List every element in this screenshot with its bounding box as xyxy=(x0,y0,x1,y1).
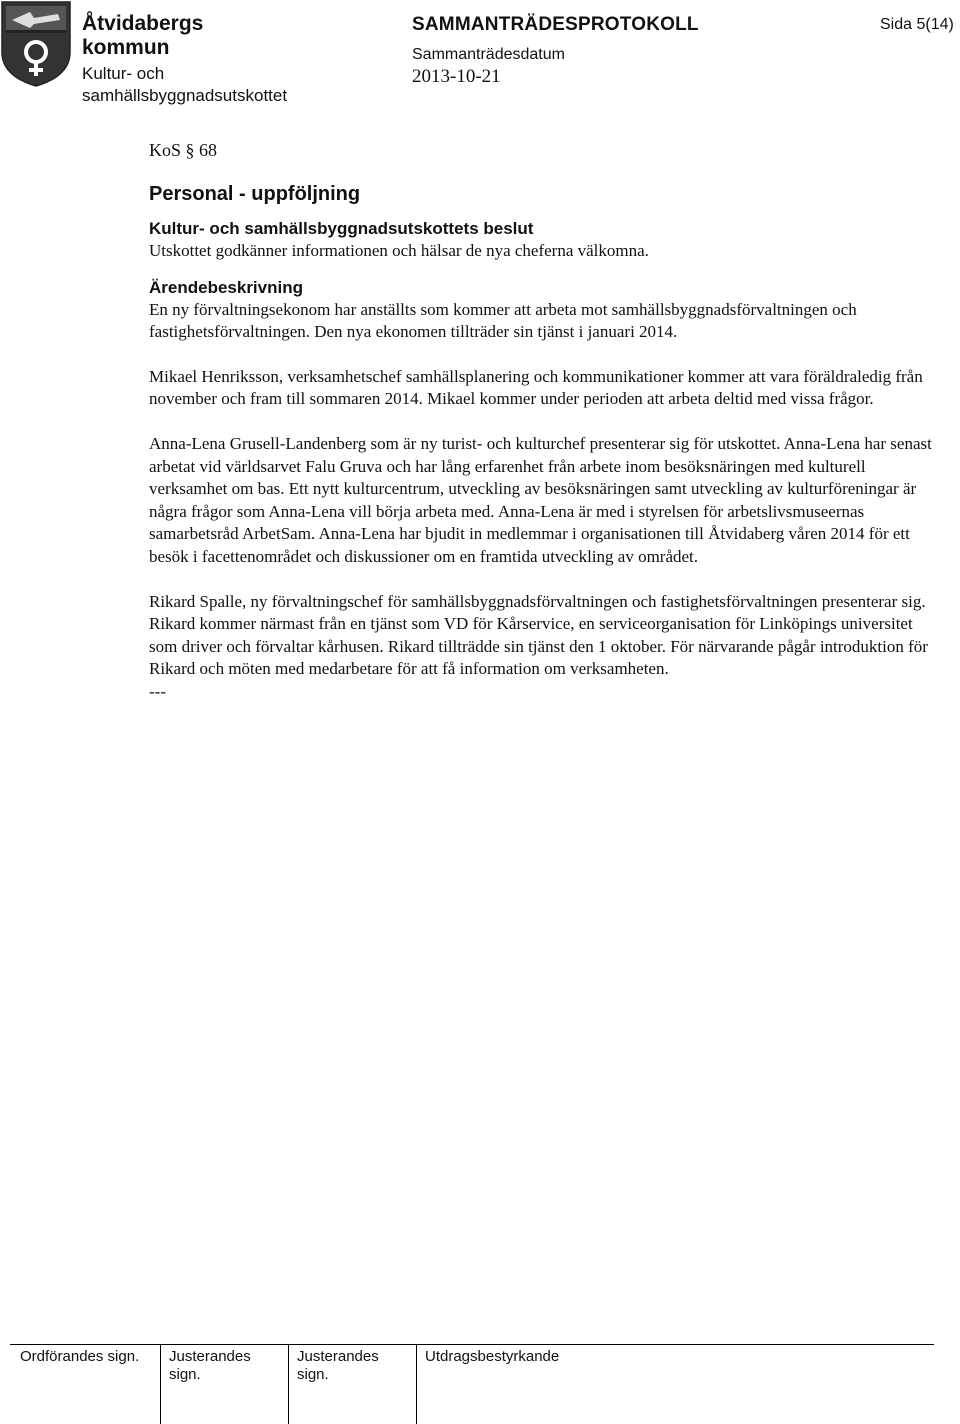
adjuster-signature-label-2: Justerandes xyxy=(297,1348,379,1365)
decision-text: Utskottet godkänner informationen och hälsar de nya cheferna välkomna. xyxy=(149,241,649,260)
meeting-date: 2013-10-21 xyxy=(412,66,501,87)
committee-name xyxy=(82,63,287,107)
description-paragraph: En ny förvaltningsekonom har anställts som kommer att arbeta mot samhällsbyggnadsförvaltningen och fastighetsförvaltningen. Den nya ekonomen tillträder sin tjänst i januari 2014. xyxy=(149,299,857,342)
municipality-name-line2: kommun xyxy=(82,36,170,59)
adjuster-signature-box-2 xyxy=(288,1345,416,1424)
municipality-name xyxy=(82,12,203,60)
committee-name-line1: Kultur- och xyxy=(82,64,165,83)
description-paragraph: Anna-Lena Grusell-Landenberg som är ny turist- och kulturchef presenterar sig för utskottet. Anna-Lena har senast arbetat vid världsarvet Falu Gruva och har lång erfarenhet från arbete inom besöksnäringen med kulturell verksamhet om bas. Ett nytt kulturcentrum, utveckling av besöksnäringen samt utveckling av kulturföreningar är några frågor som Anna-Lena vill börja arbeta med. Anna-Lena är med i styrelsen för arbetslivsmuseernas samarbetsråd ArbetSam. Anna-Lena har bjudit in medlemmar i organisationen till Åtvidaberg våren 2014 för ett besök i facettenområdet och diskussioner om en framtida utveckling av området. xyxy=(149,433,932,566)
meeting-date-label: Sammanträdesdatum xyxy=(412,46,565,63)
adjuster-signature-box-1 xyxy=(160,1345,288,1424)
adjuster-signature-sublabel-1: sign. xyxy=(169,1366,201,1383)
page-number: Sida 5(14) xyxy=(880,16,954,33)
adjuster-signature-sublabel-2: sign. xyxy=(297,1366,329,1383)
description-paragraph: Mikael Henriksson, verksamhetschef samhällsplanering och kommunikationer kommer att vara föräldraledig från november och fram till sommaren 2014. Mikael kommer under perioden att arbeta deltid med vissa frågor. xyxy=(149,366,923,409)
municipal-logo-icon xyxy=(0,0,72,88)
section-number: KoS § 68 xyxy=(149,140,218,160)
protocol-title: SAMMANTRÄDESPROTOKOLL xyxy=(412,14,699,35)
section-title: Personal - uppföljning xyxy=(149,183,361,205)
minutes-body xyxy=(149,140,939,703)
municipality-name-line1: Åtvidabergs xyxy=(82,12,204,35)
description-heading: Ärendebeskrivning xyxy=(149,277,303,297)
certification-label: Utdragsbestyrkande xyxy=(425,1348,560,1365)
description-paragraph: Rikard Spalle, ny förvaltningschef för samhällsbyggnadsförvaltningen och fastighetsförvaltningen presenterar sig. Rikard kommer närmast från en tjänst som VD för Kårservice, en serviceorganisation för Linköpings universitet som driver och förvaltar kårhusen. Rikard tillträdde sin tjänst den 1 oktober. För närvarande pågår introduktion för Rikard och möten med medarbetare för att få information om verksamheten. xyxy=(149,591,928,679)
chair-signature-box xyxy=(10,1345,160,1424)
decision-heading: Kultur- och samhällsbyggnadsutskottets beslut xyxy=(149,219,534,238)
chair-signature-label: Ordförandes sign. xyxy=(20,1348,140,1365)
committee-name-line2: samhällsbyggnadsutskottet xyxy=(82,86,288,105)
end-mark: --- xyxy=(149,681,166,701)
adjuster-signature-label-1: Justerandes xyxy=(169,1348,251,1365)
certification-box xyxy=(416,1345,936,1424)
